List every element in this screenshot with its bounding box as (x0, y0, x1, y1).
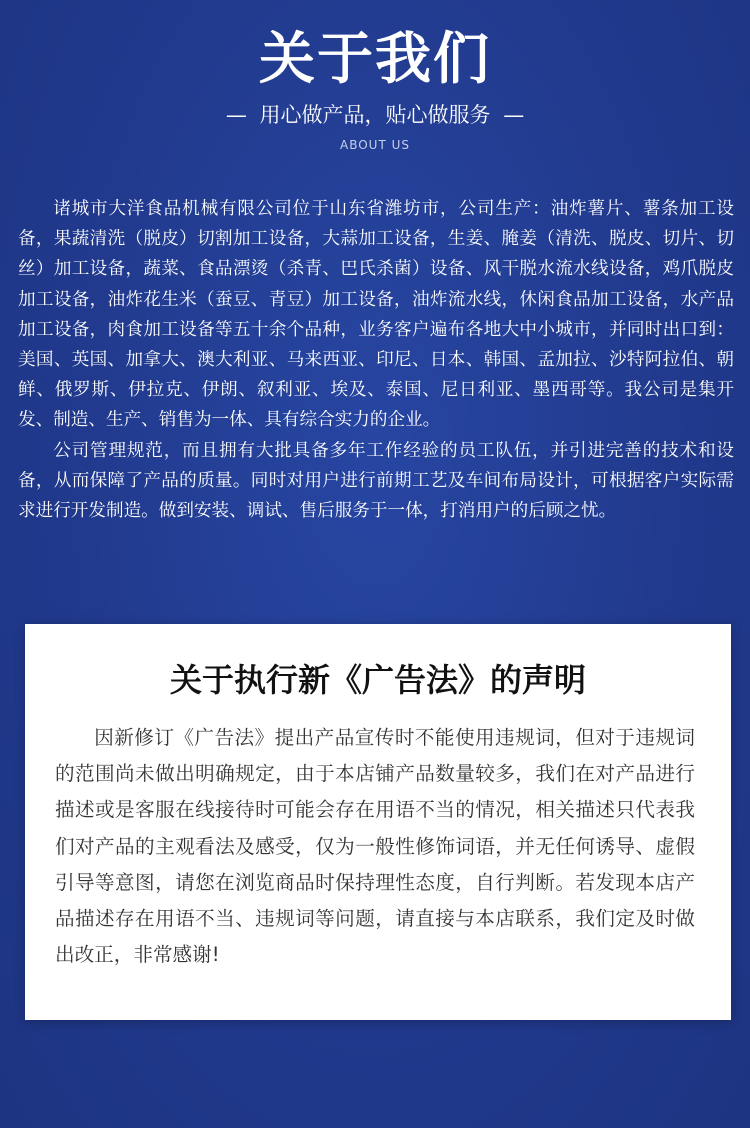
notice-body: 因新修订《广告法》提出产品宣传时不能使用违规词，但对于违规词的范围尚未做出明确规定，由于本店铺产品数量较多，我们在对产品进行描述或是客服在线接待时可能会存在用语不当的情况，相关描述只代表我们对产品的主观看法及感受，仅为一般性修饰词语，并无任何诱导、虚假引导等意图，请您在浏览商品时保持理性态度，自行判断。若发现本店产品描述存在用语不当、违规词等问题，请直接与本店联系，我们定及时做出改正，非常感谢! (55, 726, 695, 967)
advertising-law-notice-card (25, 624, 731, 1020)
english-caption: ABOUT US (339, 138, 410, 152)
subtitle-text: 用心做产品，贴心做服务 (259, 103, 491, 127)
subtitle-dash-left: — (225, 103, 247, 127)
intro-paragraph-1: 诸城市大洋食品机械有限公司位于山东省潍坊市，公司生产：油炸薯片、薯条加工设备，果蔬清洗（脱皮）切割加工设备，大蒜加工设备，生姜、腌姜（清洗、脱皮、切片、切丝）加工设备，蔬菜、食品漂烫（杀青、巴氏杀菌）设备、风干脱水流水线设备，鸡爪脱皮加工设备，油炸花生米（蚕豆、青豆）加工设备，油炸流水线，休闲食品加工设备，水产品加工设备，肉食加工设备等五十余个品种，业务客户遍布各地大中小城市，并同时出口到：美国、英国、加拿大、澳大利亚、马来西亚、印尼、日本、韩国、孟加拉、沙特阿拉伯、朝鲜、俄罗斯、伊拉克、伊朗、叙利亚、埃及、泰国、尼日利亚、墨西哥等。我公司是集开发、制造、生产、销售为一体、具有综合实力的企业。 (18, 199, 734, 431)
subtitle-dash-right: — (503, 103, 525, 127)
page-title: 关于我们 (259, 27, 491, 92)
notice-title: 关于执行新《广告法》的声明 (169, 661, 586, 699)
intro-paragraph-2: 公司管理规范，而且拥有大批具备多年工作经验的员工队伍，并引进完善的技术和设备，从而保障了产品的质量。同时对用户进行前期工艺及车间布局设计，可根据客户实际需求进行开发制造。做到安装、调试、售后服务于一体，打消用户的后顾之忧。 (18, 440, 734, 522)
company-introduction (18, 194, 734, 526)
header-section (0, 26, 750, 152)
page-subtitle (0, 100, 750, 130)
